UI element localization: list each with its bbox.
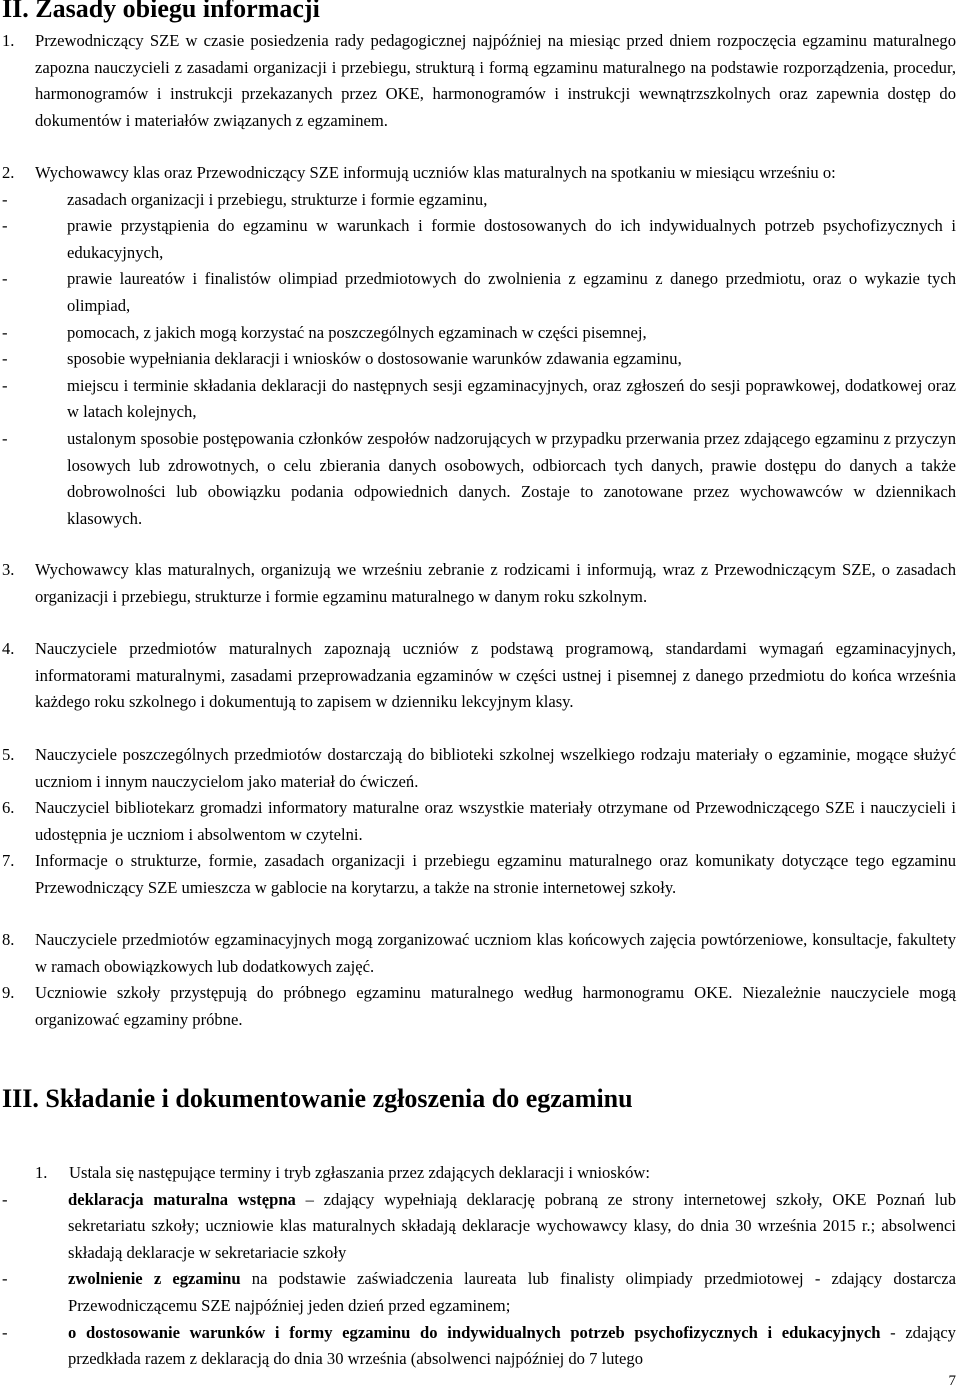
list-item: - deklaracja maturalna wstępna – zdający wypełniają deklarację pobraną ze strony internetowej szkoły, OKE Poznań lub sekretariatu szkoły; uczniowie klas maturalnych składają deklaracje wychowawcy klasy, do dnia 30 września 2015 r.; absolwenci składają deklaracje w sekretariacie szkoły [2, 1189, 956, 1262]
section-3-title: III. Składanie i dokumentowanie zgłoszenia do egzaminu [2, 1084, 633, 1113]
list-item: - zasadach organizacji i przebiegu, strukturze i formie egzaminu, [2, 189, 488, 209]
section-2-item-4: 4. Nauczyciele przedmiotów maturalnych zapoznają uczniów z podstawą programową, standardami wymagań egzaminacyjnych, informatorami maturalnymi, zasadami przeprowadzania egzaminów w części ustnej i pisemnej z danego przedmiotu do końca września każdego roku szkolnego i dokumentują to zapisem w dzienniku lekcyjnym klasy. [2, 639, 956, 712]
list-item: - sposobie wypełniania deklaracji i wniosków o dostosowanie warunków zdawania egzaminu, [2, 349, 682, 369]
section-3-intro: 1. Ustala się następujące terminy i tryb zgłaszania przez zdających deklaracji i wniosków: [35, 1163, 650, 1182]
list-item: - zwolnienie z egzaminu na podstawie zaświadczenia laureata lub finalisty olimpiady przedmiotowej - zdający dostarcza Przewodniczącemu SZE najpóźniej jeden dzień przed egzaminem; [2, 1269, 956, 1315]
section-2-item-8: 8. Nauczyciele przedmiotów egzaminacyjnych mogą zorganizować uczniom klas końcowych zajęcia powtórzeniowe, konsultacje, fakultety w ramach obowiązkowych lub dodatkowych zajęć. [2, 930, 956, 976]
page-number: 7 [948, 1373, 956, 1389]
list-item: - ustalonym sposobie postępowania członków zespołów nadzorujących w przypadku przerwania przez zdającego egzaminu z przyczyn losowych lub zdrowotnych, o celu zbierania danych osobowych, odbiorcach tych danych, prawie dostępu do danych a także dobrowolności lub obowiązku podania odpowiednich danych. Zostaje to zanotowane przez wychowawców w dziennikach klasowych. [2, 428, 956, 528]
list-item: - miejscu i terminie składania deklaracji do następnych sesji egzaminacyjnych, oraz zgłoszeń do sesji poprawkowej, dodatkowej oraz w latach kolejnych, [2, 375, 956, 422]
list-item: - o dostosowanie warunków i formy egzaminu do indywidualnych potrzeb psychofizycznych i edukacyjnych - zdający przedkłada razem z deklaracją do dnia 30 września (absolwenci najpóźniej do 7 lutego [2, 1322, 956, 1369]
section-2-item-7: 7. Informacje o strukturze, formie, zasadach organizacji i przebiegu egzaminu maturalnego oraz komunikaty dotyczące tego egzaminu Przewodniczący SZE umieszcza w gablocie na korytarzu, a także na stronie internetowej szkoły. [2, 851, 956, 897]
section-2-item-3: 3. Wychowawcy klas maturalnych, organizują we wrześniu zebranie z rodzicami i informują, wraz z Przewodniczącym SZE, o zasadach organizacji i przebiegu, strukturze i formie egzaminu maturalnego w danym roku szkolnym. [2, 560, 956, 606]
section-2-item-6: 6. Nauczyciel bibliotekarz gromadzi informatory maturalne oraz wszystkie materiały otrzymane od Przewodniczącego SZE i nauczycieli i udostępnia je uczniom i absolwentom w czytelni. [2, 798, 956, 844]
item-2-sublist [2, 187, 956, 533]
list-item: - prawie laureatów i finalistów olimpiad przedmiotowych do zwolnienia z egzaminu z danego przedmiotu, oraz o wykazie tych olimpiad, [2, 269, 956, 315]
section-2-item-5: 5. Nauczyciele poszczególnych przedmiotów dostarczają do biblioteki szkolnej wszelkiego rodzaju materiały o egzaminie, mogące służyć uczniom i innym nauczycielom jako materiał do ćwiczeń. [2, 745, 956, 791]
section-3-body [0, 1160, 956, 1373]
list-item: - pomocach, z jakich mogą korzystać na poszczególnych egzaminach w części pisemnej, [2, 322, 647, 342]
section-2-item-9: 9. Uczniowie szkoły przystępują do próbnego egzaminu maturalnego według harmonogramu OKE. Niezależnie nauczyciele mogą organizować egzaminy próbne. [2, 983, 956, 1029]
section-2-item-2: 2. Wychowawcy klas oraz Przewodniczący SZE informują uczniów klas maturalnych na spotkaniu w miesiącu wrześniu o: - zasadach organizacji i przebiegu, strukturze i formie egzaminu, - prawie przystąpienia do egzaminu w warunkach i formie dostosowanych do ich indywidualnych potrzeb psychofizycznych i edukacyjnych, - prawie laureatów i finalistów olimpiad przedmiotowych do zwolnienia z egzaminu z danego przedmiotu, oraz o wykazie tych olimpiad, - pomocach, z jakich mogą korzystać na poszczególnych egzaminach w części pisemnej, - sposobie wypełniania deklaracji i wniosków o dostosowanie warunków zdawania egzaminu, - miejscu i terminie składania deklaracji do następnych sesji egzaminacyjnych, oraz zgłoszeń do sesji poprawkowej, dodatkowej oraz w latach kolejnych, - ustalonym sposobie postępowania członków zespołów nadzorujących w przypadku przerwania przez zdającego egzaminu z przyczyn losowych lub zdrowotnych, o celu zbierania danych osobowych, odbiorcach tych danych, prawie dostępu do danych a także dobrowolności lub obowiązku podania odpowiednich danych. Zostaje to zanotowane przez wychowawców w dziennikach klasowych. [0, 160, 956, 532]
list-item: - prawie przystąpienia do egzaminu w warunkach i formie dostosowanych do ich indywidualnych potrzeb psychofizycznych i edukacyjnych, [2, 216, 956, 262]
section-2-item-1: 1. Przewodniczący SZE w czasie posiedzenia rady pedagogicznej najpóźniej na miesiąc przed dniem rozpoczęcia egzaminu maturalnego zapozna nauczycieli z zasadami organizacji i przebiegu, strukturą i formą egzaminu maturalnego na podstawie rozporządzenia, procedur, harmonogramów i instrukcji przekazanych przez OKE, harmonogramów i instrukcji wewnątrzszkolnych oraz zapewnia dostęp do dokumentów i materiałów związanych z egzaminem. [2, 31, 956, 130]
item-2-intro: Wychowawcy klas oraz Przewodniczący SZE informują uczniów klas maturalnych na spotkaniu w miesiącu wrześniu o: [35, 163, 836, 182]
section-2-title: II. Zasady obiegu informacji [2, 0, 320, 23]
